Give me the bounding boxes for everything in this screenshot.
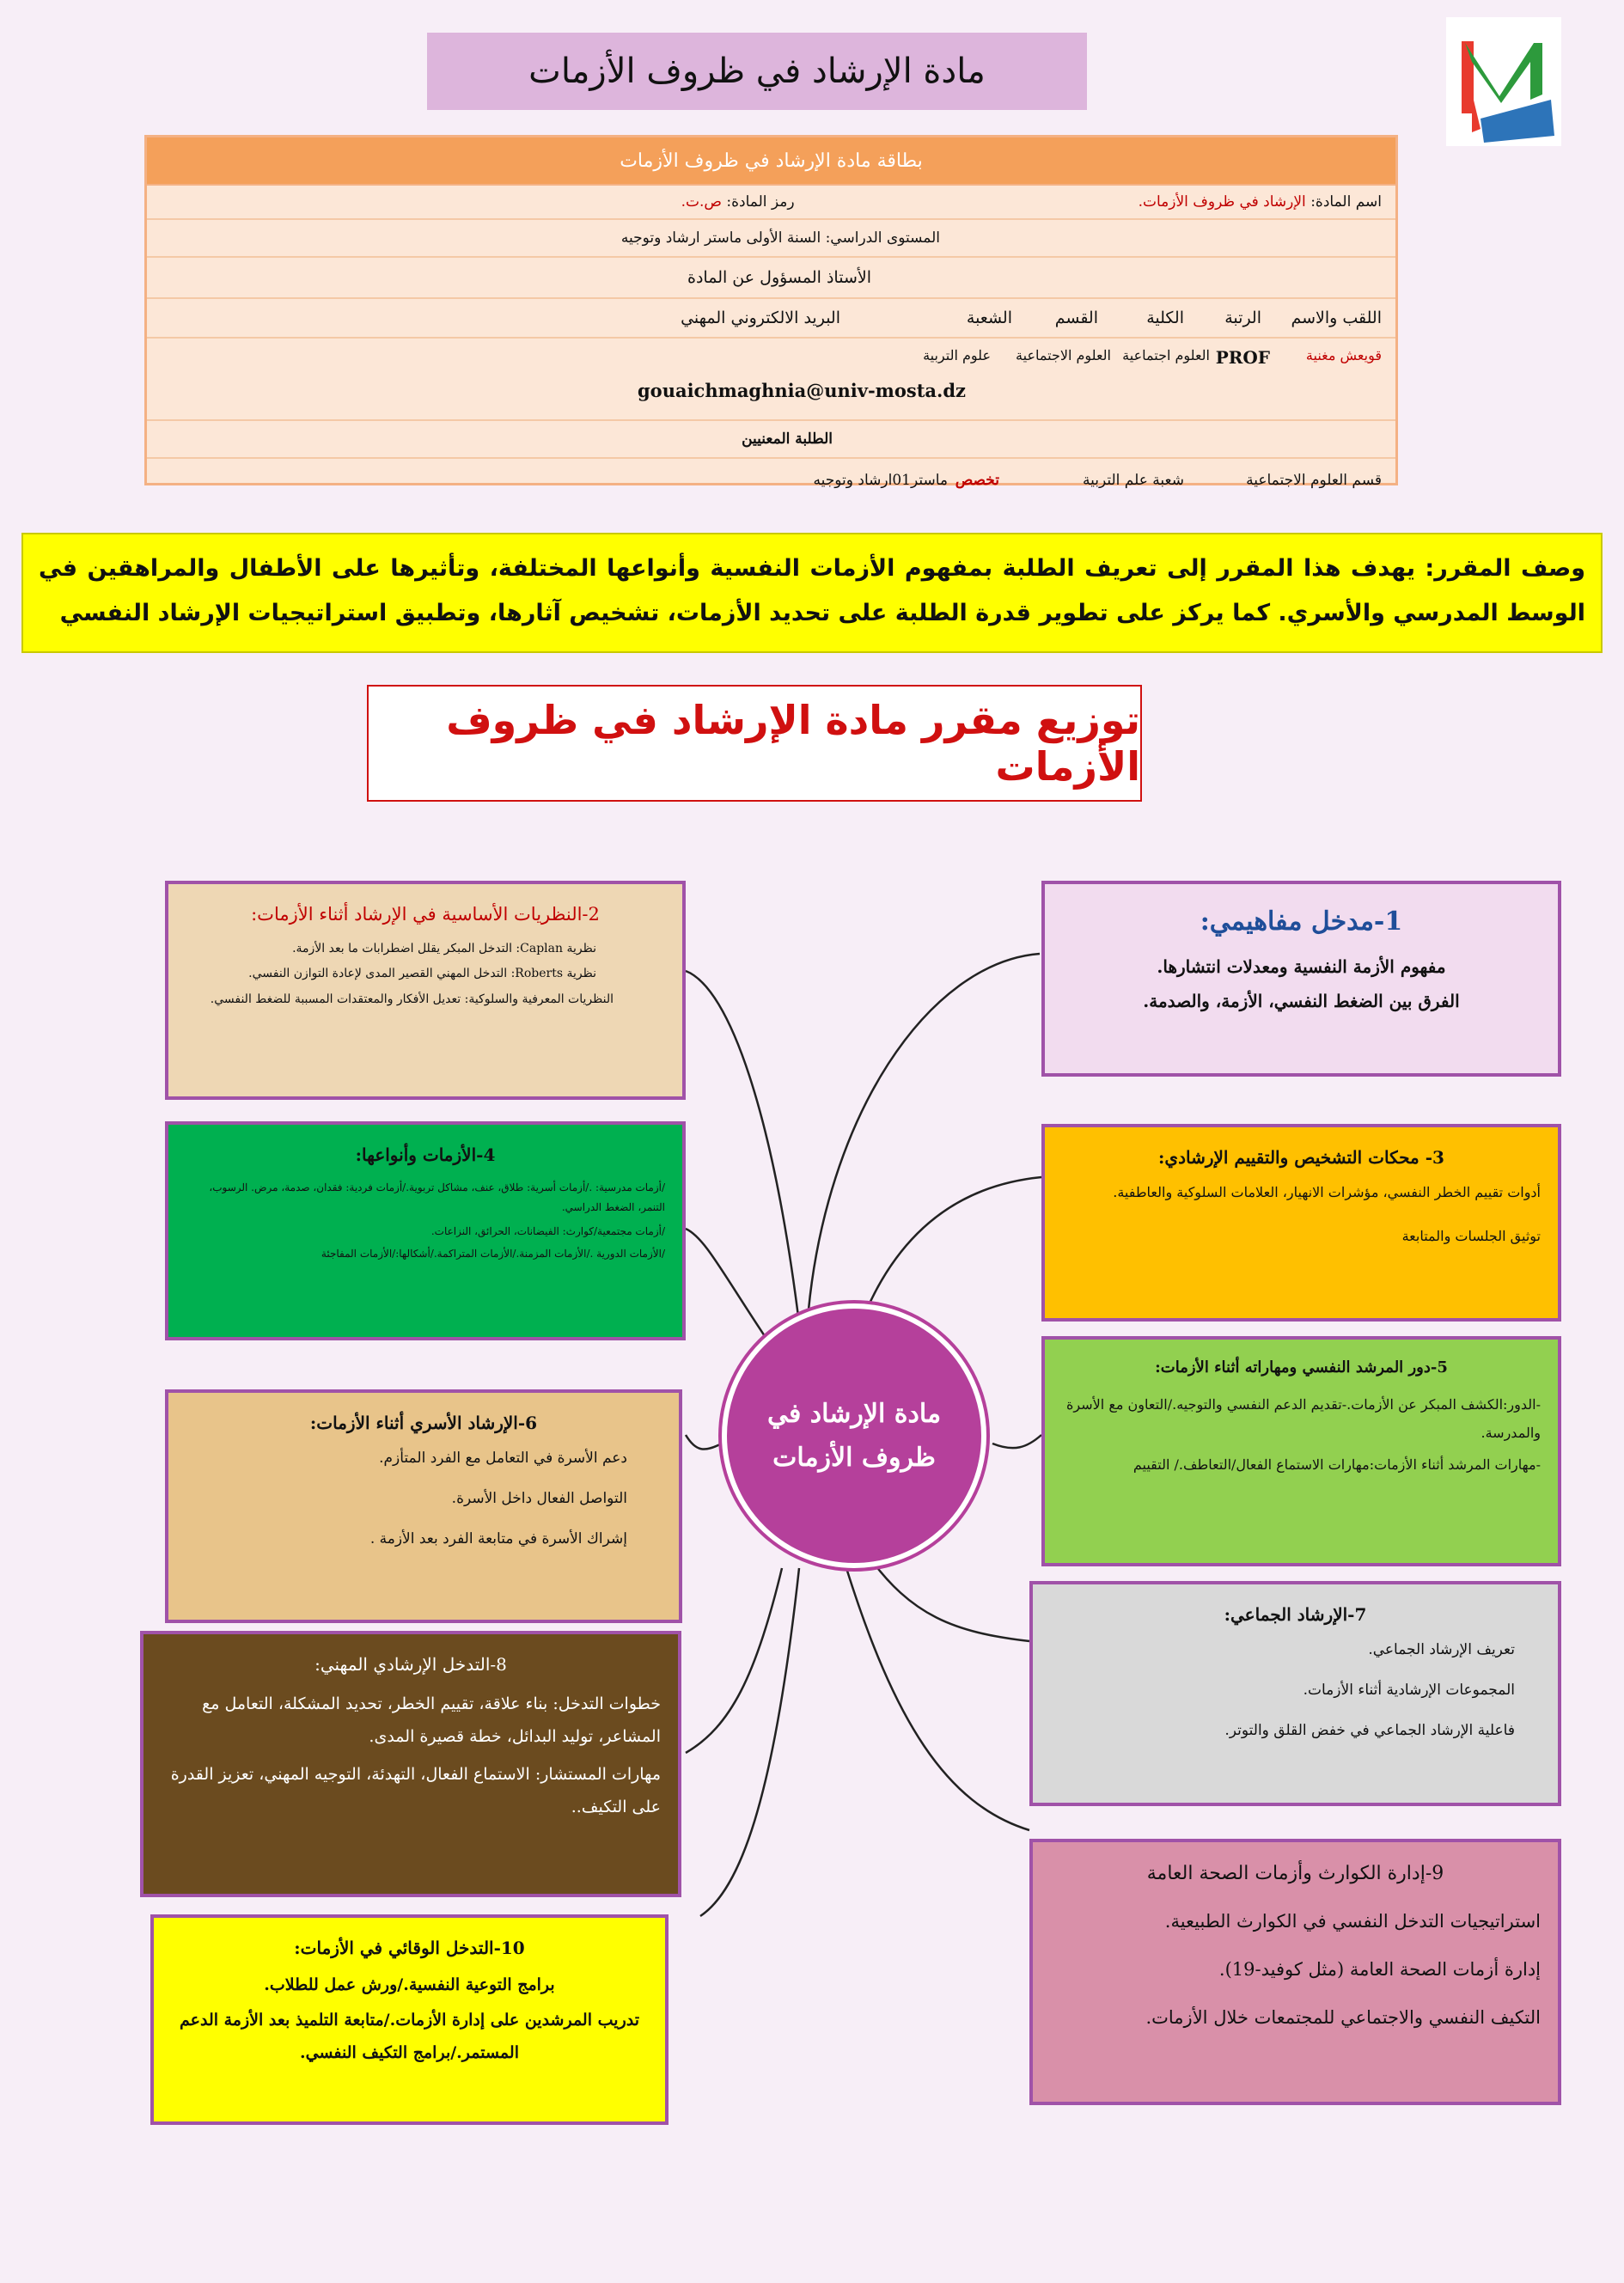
box-intervention-line: خطوات التدخل: بناء علاقة، تقييم الخطر، تحديد المشكلة، التعامل مع المشاعر، توليد البدائل، خطة قصيرة المدى. <box>202 1694 661 1746</box>
box-diagnosis <box>1041 1124 1561 1322</box>
box-concepts-title: 1-مدخل مفاهيمي: <box>1200 906 1403 937</box>
course-code-label: رمز المادة: <box>726 193 795 211</box>
students-title: الطلبة المعنيين <box>742 430 833 448</box>
box-intervention <box>140 1631 681 1897</box>
box-group-title: 7-الإرشاد الجماعي: <box>1224 1604 1367 1625</box>
column-name: اللقب والاسم <box>1291 308 1382 327</box>
box-family-line: دعم الأسرة في التعامل مع الفرد المتأزم. <box>379 1450 627 1467</box>
box-family <box>165 1389 682 1623</box>
box-crisis-types-line: /الأزمات الدورية ./الأزمات المزمنة./الأزمات المتراكمة./أشكالها:/الأزمات المفاجئة <box>321 1247 665 1260</box>
connector-b8 <box>686 1568 782 1753</box>
distribution-title: توزيع مقرر مادة الإرشاد في ظروف الأزمات <box>367 685 1142 802</box>
box-prevention <box>150 1914 669 2125</box>
box-disasters <box>1029 1839 1561 2105</box>
box-prevention-title: 10-التدخل الوقائي في الأزمات: <box>294 1938 525 1958</box>
box-intervention-line: مهارات المستشار: الاستماع الفعال، التهدئة، التوجيه المهني، تعزيز القدرة على التكيف.. <box>170 1765 661 1816</box>
prof-department: العلوم الاجتماعية <box>1016 347 1111 363</box>
connector-b9 <box>846 1568 1029 1830</box>
box-theories-line: النظريات المعرفية والسلوكية: تعديل الأفكار والمعتقدات المسببة للضغط النفسي. <box>210 992 614 1007</box>
box-crisis-types-title: 4-الأزمات وأنواعها: <box>355 1145 496 1165</box>
column-branch: الشعبة <box>966 308 1012 327</box>
box-diagnosis-line: أدوات تقييم الخطر النفسي، مؤشرات الانهيار، العلامات السلوكية والعاطفية. <box>1113 1184 1541 1200</box>
box-concepts <box>1041 881 1561 1077</box>
connector-b6 <box>686 1435 722 1450</box>
box-disasters-line: التكيف النفسي والاجتماعي للمجتمعات خلال الأزمات. <box>1145 2006 1541 2028</box>
specialty-value: ماستر01ارشاد وتوجيه <box>813 472 948 489</box>
prof-branch: علوم التربية <box>923 347 991 363</box>
box-prevention-line: تدريب المرشدين على إدارة الأزمات./متابعة التلميذ بعد الأزمة الدعم المستمر./برامج التكيف النفسي. <box>179 2011 639 2063</box>
box-theories-line: نظرية Caplan: التدخل المبكر يقلل اضطرابات ما بعد الأزمة. <box>292 941 596 955</box>
box-diagnosis-title: 3- محكات التشخيص والتقييم الإرشادي: <box>1158 1147 1444 1168</box>
prof-faculty: العلوم اجتماعية <box>1122 347 1210 363</box>
box-crisis-types <box>165 1121 686 1340</box>
box-counselor-role-title: 5-دور المرشد النفسي ومهاراته أثناء الأزمات: <box>1155 1358 1448 1377</box>
box-disasters-line: استراتيجيات التدخل النفسي في الكوارث الطبيعية. <box>1164 1911 1541 1932</box>
page-title: مادة الإرشاد في ظروف الأزمات <box>427 33 1087 110</box>
prof-title: الأستاذ المسؤول عن المادة <box>687 268 871 287</box>
column-email: البريد الالكتروني المهني <box>681 308 840 327</box>
column-faculty: الكلية <box>1146 308 1184 327</box>
course-level: المستوى الدراسي: السنة الأولى ماستر ارشاد وتوجيه <box>620 229 940 247</box>
prof-email: gouaichmaghnia@univ-mosta.dz <box>638 380 966 401</box>
box-family-title: 6-الإرشاد الأسري أثناء الأزمات: <box>309 1413 538 1433</box>
box-disasters-title: 9-إدارة الكوارث وأزمات الصحة العامة <box>1146 1863 1444 1884</box>
box-family-line: التواصل الفعال داخل الأسرة. <box>451 1489 627 1507</box>
branch: شعبة علم التربية <box>1083 472 1184 489</box>
connector-b5 <box>992 1435 1041 1448</box>
box-concepts-line: مفهوم الأزمة النفسية ومعدلات انتشارها. <box>1157 956 1446 977</box>
box-theories-line: نظرية Roberts: التدخل المهني القصير المدى لإعادة التوازن النفسي. <box>248 967 596 981</box>
box-theories-title: 2-النظريات الأساسية في الإرشاد أثناء الأزمات: <box>251 904 600 925</box>
box-group-line: تعريف الإرشاد الجماعي. <box>1368 1641 1515 1658</box>
column-department: القسم <box>1054 308 1098 327</box>
box-concepts-line: الفرق بين الضغط النفسي، الأزمة، والصدمة. <box>1143 991 1460 1011</box>
box-family-line: إشراك الأسرة في متابعة الفرد بعد الأزمة . <box>369 1529 627 1547</box>
box-intervention-title: 8-التدخل الإرشادي المهني: <box>314 1654 507 1675</box>
connector-b10 <box>700 1568 799 1916</box>
box-theories <box>165 881 686 1100</box>
box-counselor-role-line: -مهارات المرشد أثناء الأزمات:مهارات الاستماع الفعال/التعاطف./ التقييم <box>1133 1456 1541 1473</box>
box-group <box>1029 1581 1561 1806</box>
prof-name: قويعش مغنية <box>1305 347 1382 363</box>
box-disasters-line: إدارة أزمات الصحة العامة (مثل كوفيد-19). <box>1218 1959 1541 1981</box>
box-counselor-role-line: -الدور:الكشف المبكر عن الأزمات.-تقديم الدعم النفسي والتوجيه./التعاون مع الأسرة والمدرسة. <box>1066 1395 1541 1442</box>
box-group-line: فاعلية الإرشاد الجماعي في خفض القلق والتوتر. <box>1224 1721 1515 1739</box>
connector-b2 <box>686 971 799 1323</box>
box-counselor-role <box>1041 1336 1561 1566</box>
connector-b1 <box>808 954 1040 1319</box>
course-name-value: الإرشاد في ظروف الأزمات. <box>1138 193 1306 211</box>
column-rank: الرتبة <box>1224 308 1261 327</box>
box-prevention-line: برامج التوعية النفسية./ورش عمل للطلاب. <box>264 1975 555 1994</box>
course-code-value: ص.ت. <box>681 193 722 211</box>
course-description: وصف المقرر: يهدف هذا المقرر إلى تعريف الطلبة بمفهوم الأزمات النفسية وأنواعها المختلفة، وتأثيرها على الأطفال والمراهقين في الوسط المدرسي والأسري. كما يركز على تطوير قدرة الطلبة على تحديد الأزمات، تشخيص آثارها، وتطبيق استراتيجيات الإرشاد النفسي <box>21 533 1603 653</box>
box-crisis-types-line: /أزمات مدرسية: ./أزمات أسرية: طلاق، عنف، مشاكل تربوية./أزمات فردية: فقدان، صدمة، مرض. الرسوب، التنمر، الضغط الدراسي. <box>209 1181 665 1213</box>
department: قسم العلوم الاجتماعية <box>1246 472 1382 489</box>
connector-b3 <box>859 1177 1041 1328</box>
specialty-label: تخصص <box>955 472 999 489</box>
card-header: بطاقة مادة الإرشاد في ظروف الأزمات <box>147 137 1395 186</box>
prof-rank: PROF <box>1215 347 1270 368</box>
connector-b4 <box>686 1229 765 1336</box>
course-name-label: اسم المادة: <box>1310 193 1382 211</box>
connector-b7 <box>868 1555 1029 1641</box>
box-crisis-types-line: /أزمات مجتمعية/كوارث: الفيضانات، الحرائق، النزاعات. <box>430 1224 665 1237</box>
box-diagnosis-line: توثيق الجلسات والمتابعة <box>1401 1228 1541 1245</box>
mindmap-center: مادة الإرشاد في ظروف الأزمات <box>722 1303 986 1568</box>
box-group-line: المجموعات الإرشادية أثناء الأزمات. <box>1303 1681 1515 1699</box>
